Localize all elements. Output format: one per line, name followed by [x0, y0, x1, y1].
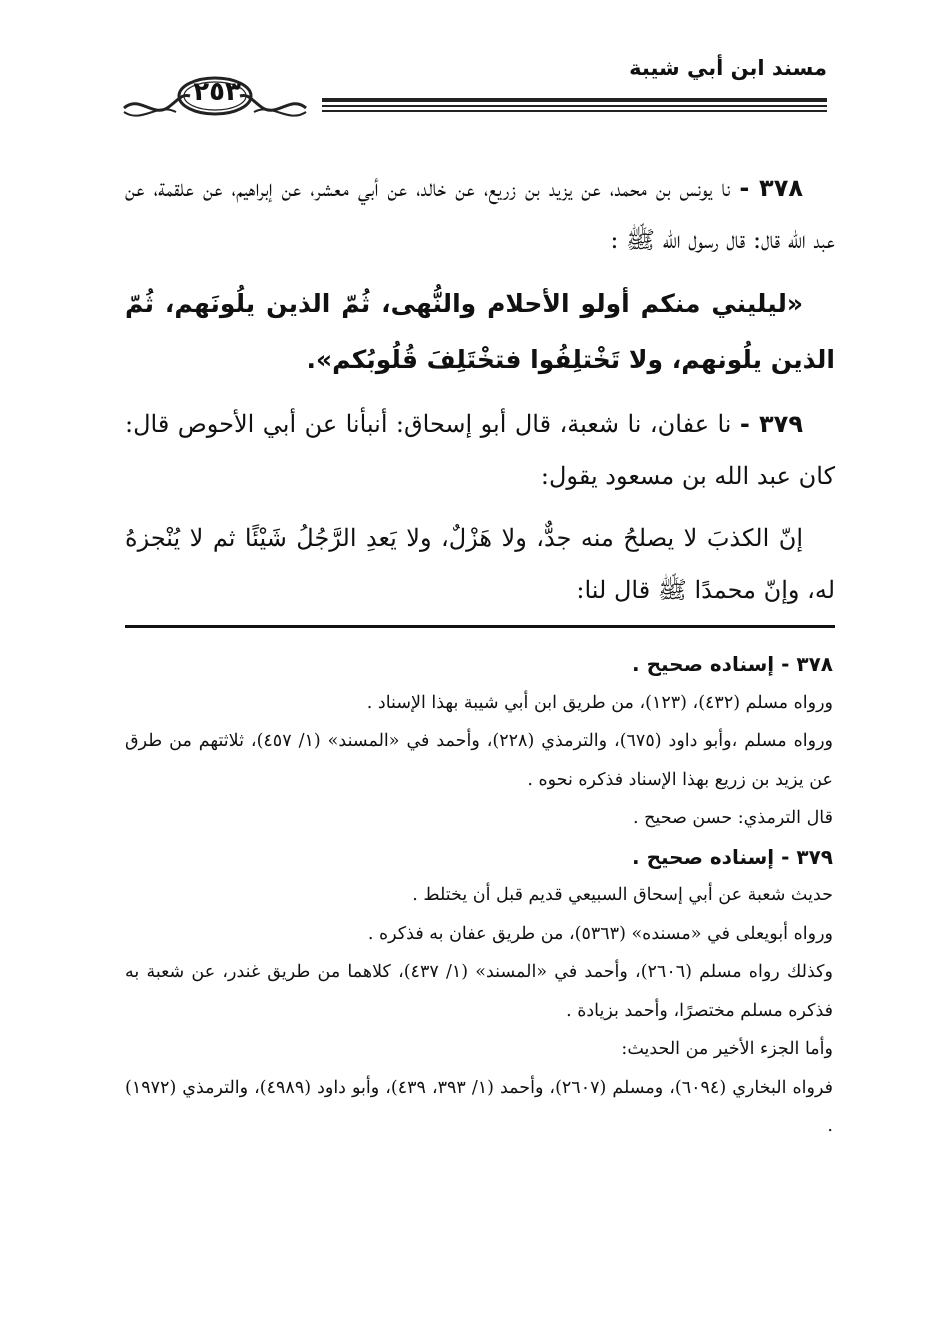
footnote-line: ورواه مسلم (٤٣٢)، (١٢٣)، من طريق ابن أبي شيبة بهذا الإسناد . [366, 692, 833, 713]
hadith-378-quote: «ليليني منكم أولو الأحلام والنُّهى، ثُمّ الذين يلُونَهم، ثُمّ الذين يلُونهم، ولا تَخْتلِفُوا فتخْتَلِفَ قُلُوبُكم». [125, 289, 835, 374]
footnotes [125, 645, 833, 1146]
hadith-number: ٣٧٩ - [739, 410, 803, 438]
footnote-line: حديث شعبة عن أبي إسحاق السبيعي قديم قبل أن يختلط . [412, 885, 833, 905]
hadith-number: ٣٧٨ - [739, 174, 803, 202]
main-text [125, 162, 835, 626]
hadith-379 [125, 398, 835, 502]
page-header [120, 50, 827, 130]
hadith-chain: نا يونس بن محمد، عن يزيد بن زريع، عن خالد، عن أبي معشر، عن إبراهيم، عن علقمة، عن عبد الله قال: قال رسول الله ﷺ : [125, 174, 835, 254]
footnote-line: ورواه أبويعلى في «مسنده» (٥٣٦٣)، من طريق عفان به فذكره . [367, 923, 833, 944]
footnote-line: قال الترمذي: حسن صحيح . [633, 808, 833, 828]
page-number: ٢٥٣ [193, 77, 241, 107]
running-title: مسند ابن أبي شيبة [629, 56, 827, 80]
hadith-chain: نا عفان، نا شعبة، قال أبو إسحاق: أنبأنا عن أبي الأحوص قال: كان عبد الله بن مسعود يقول: [125, 410, 835, 490]
footnote-divider [125, 625, 835, 628]
footnote-line: ورواه مسلم ،وأبو داود (٦٧٥)، والترمذي (٢٢٨)، وأحمد في «المسند» (١/ ٤٥٧)، ثلاثتهم من طرق عن يزيد بن زريع بهذا الإسناد فذكره نحوه . [125, 731, 833, 790]
footnote-heading: ٣٧٩ - إسناده صحيح . [632, 844, 833, 869]
footnote-line: وكذلك رواه مسلم (٢٦٠٦)، وأحمد في «المسند» (١/ ٤٣٧)، كلاهما من طريق غندر، عن شعبة به فذكره مسلم مختصرًا، وأحمد بزيادة . [125, 962, 833, 1021]
hadith-379-quote: إنّ الكذبَ لا يصلحُ منه جدٌّ، ولا هَزْلٌ، ولا يَعدِ الرَّجُلُ شَيْئًا ثم لا يُنْجزهُ له، وإنّ محمدًا ﷺ قال لنا: [125, 524, 835, 604]
hadith-378 [125, 162, 835, 266]
footnote-line: وأما الجزء الأخير من الحديث: [621, 1039, 833, 1059]
footnote-heading: ٣٧٨ - إسناده صحيح . [632, 652, 833, 676]
footnote-line: فرواه البخاري (٦٠٩٤)، ومسلم (٢٦٠٧)، وأحمد (١/ ٣٩٣، ٤٣٩)، وأبو داود (٤٩٨٩)، والترمذي (١٩٧٢) . [125, 1077, 833, 1136]
header-rules [322, 98, 827, 115]
